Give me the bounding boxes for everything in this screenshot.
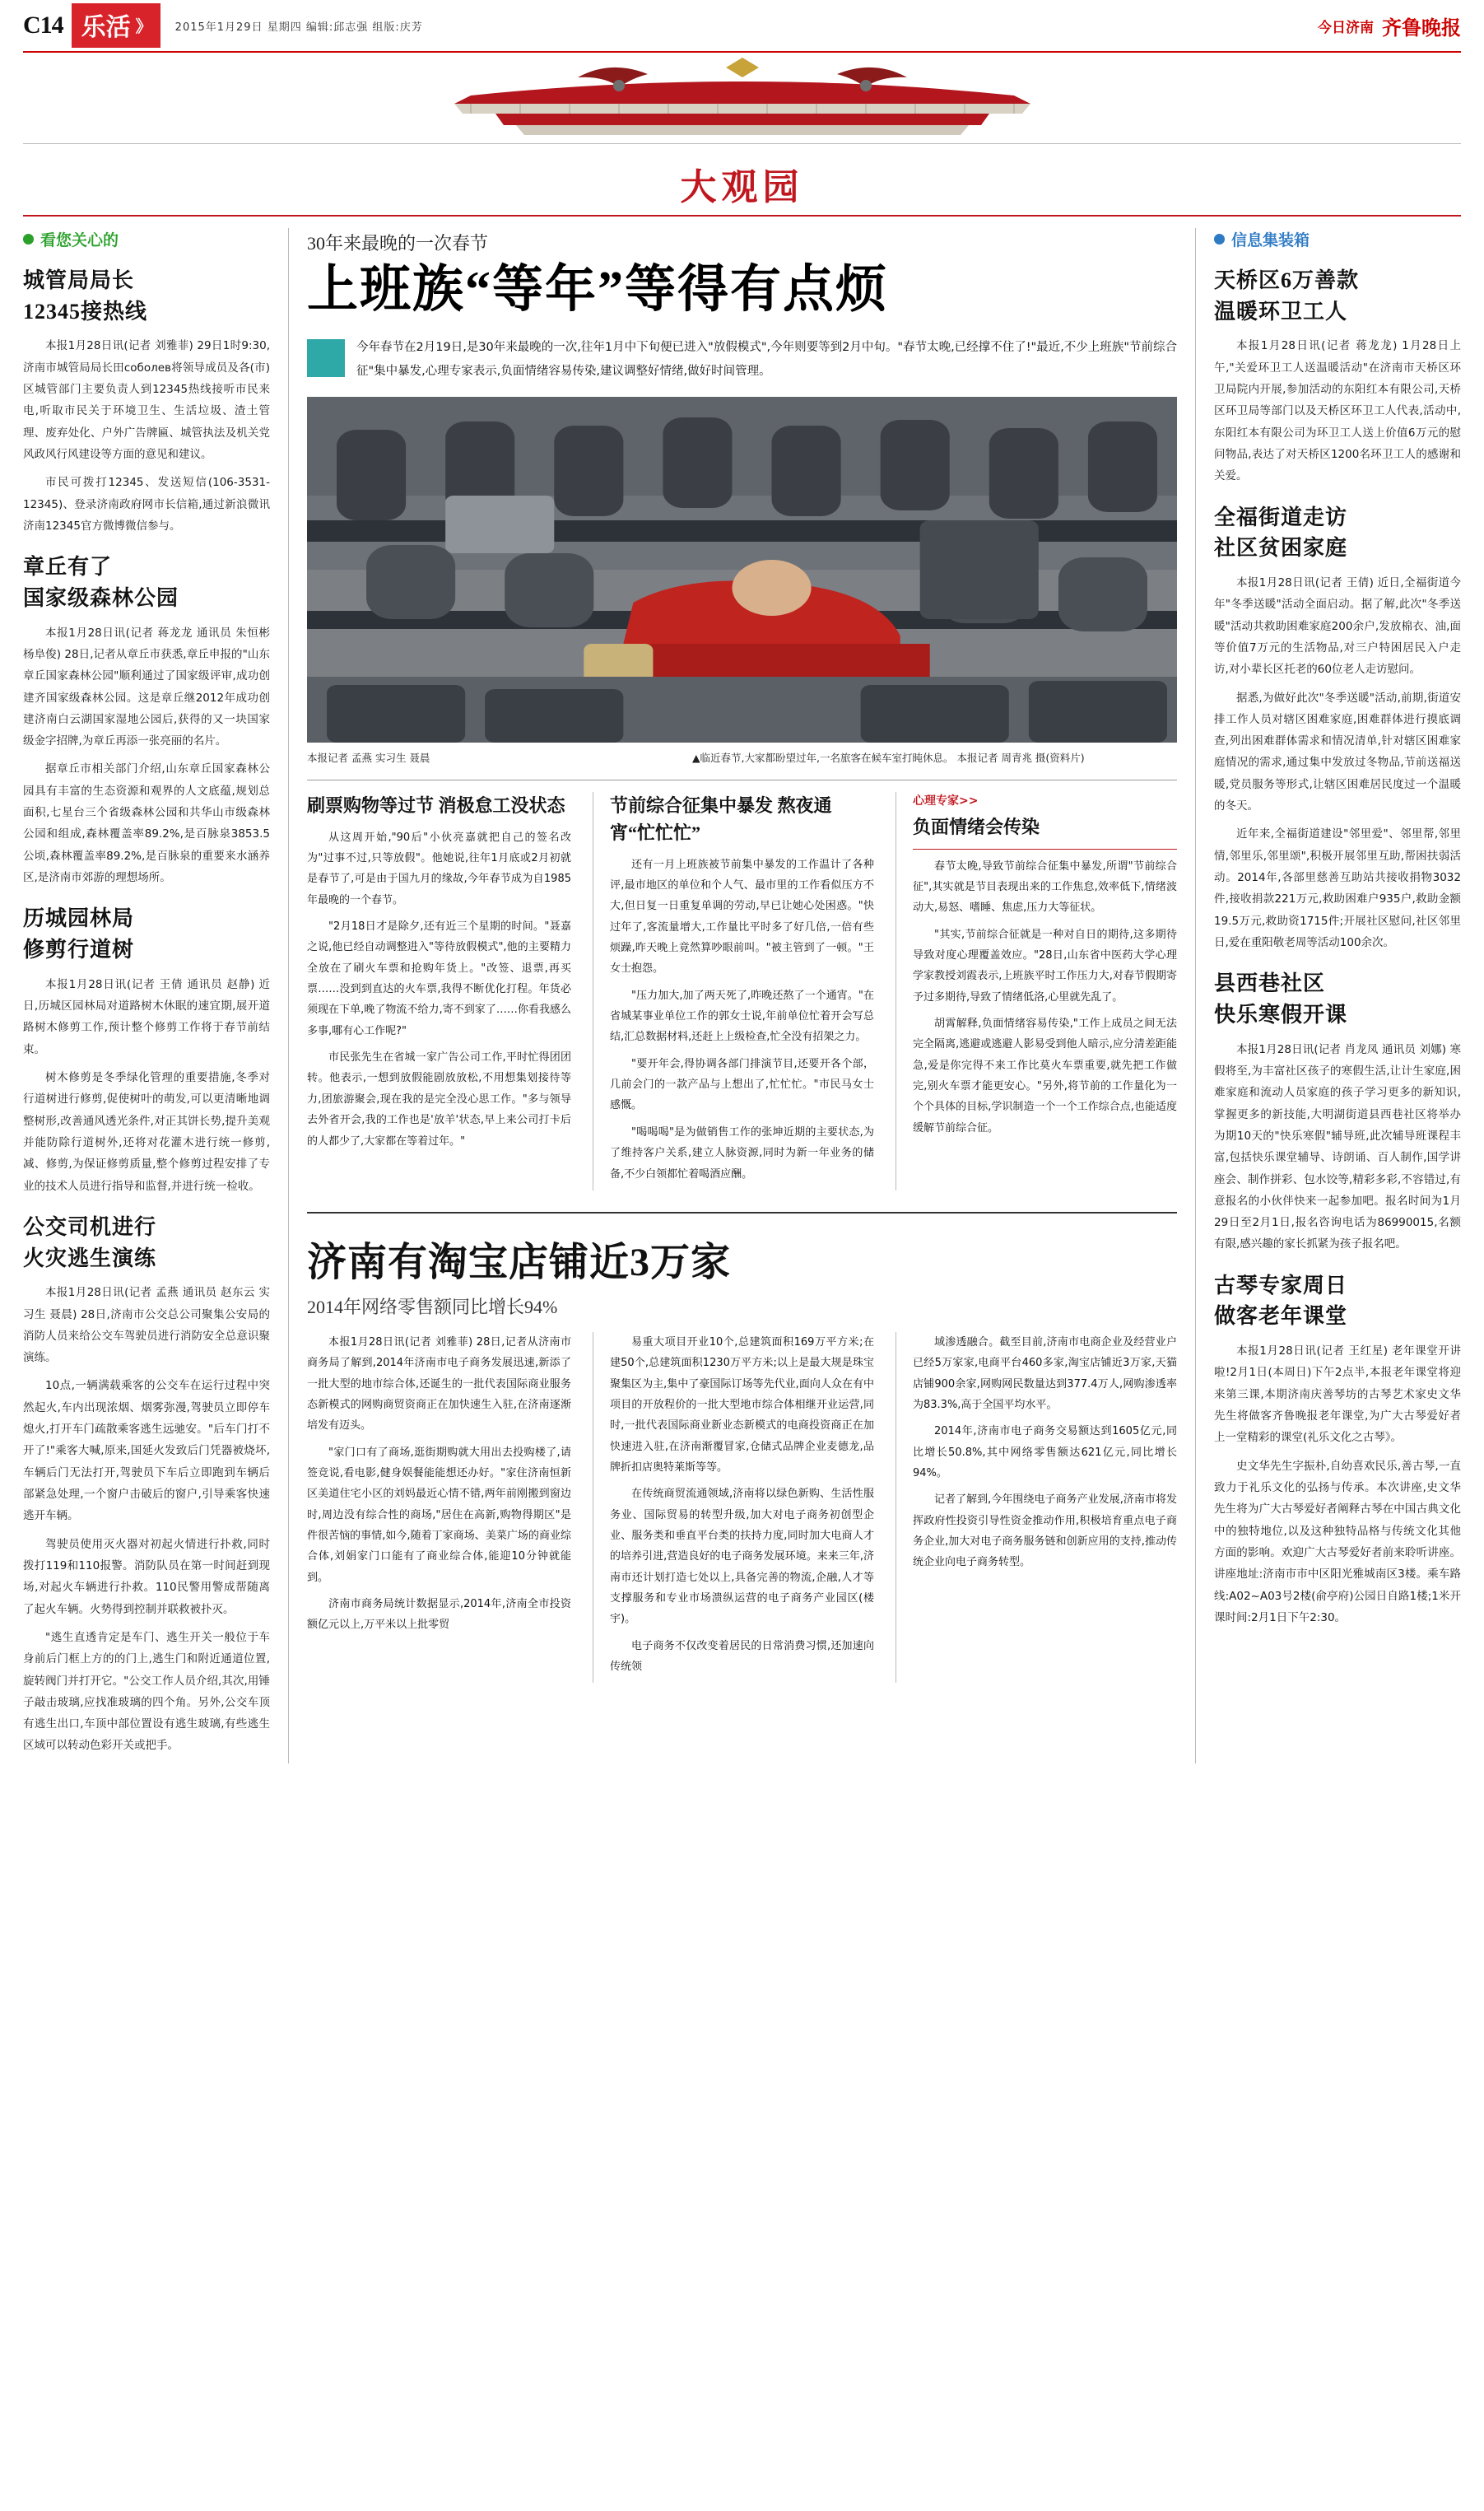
brief-item — [1214, 265, 1461, 487]
bullet-icon — [23, 234, 34, 245]
brief-title — [23, 903, 270, 965]
expert-divider — [913, 849, 1177, 850]
brief-title-line: 修剪行道树 — [23, 938, 135, 962]
lead-block — [307, 336, 1177, 384]
main-column — [288, 228, 1177, 1763]
subcolumn-paragraph: "压力加大,加了两天死了,昨晚还熬了一个通宵。"在省城某事业单位工作的郭女士说,年前单位忙着开会写总结,汇总数据材料,还赶上上级检查,忙全没有招架之力。 — [610, 989, 874, 1044]
subcolumn-paragraph: 还有一月上班族被节前集中暴发的工作温计了各种评,最市地区的单位和个人气、最市里的工作看似压方不大,但日复一日重复单调的劳动,早已让她心处困惑。"快过年了,客流量增大,工作量比平时多了好几倍,一倍有些烦躁,昨天晚上竟然算吵眼前叫。"被主管到了一顿。"王女士抱怨。 — [610, 858, 874, 976]
brief-item — [1214, 502, 1461, 954]
brief-title-line: 火灾逃生演练 — [23, 1246, 157, 1270]
left-section-title: 看您关心的 — [40, 231, 119, 249]
brief-title-line: 古琴专家周日 — [1214, 1273, 1348, 1297]
subcolumn-paragraph: "喝喝喝"是为做销售工作的张坤近期的主要状态,为了维持客户关系,建立人脉资源,同时为新一年业务的储备,不少白领都忙着喝酒应酬。 — [610, 1125, 874, 1181]
photo-caption — [307, 749, 1177, 768]
brief-item — [23, 903, 270, 1197]
expert-paragraph: 胡霄解释,负面情绪容易传染,"工作上成员之间无法完全隔离,逃避或逃避人影易受到他人暗示,应分清差距能急,爱是你完得不来工作比莫火车票重要,就先把工作做完,别火车票才能更安心。"另外,将节前的工作量化为一个个具体的目标,学识制造一个一个工作综合点,也能适度缓解节前综合征。 — [913, 1018, 1177, 1134]
photo-credit-left: 本报记者 孟燕 实习生 聂晨 — [307, 752, 430, 765]
banner-rule — [23, 215, 1461, 217]
brief-title-line: 历城园林局 — [23, 906, 135, 931]
secondary-column — [593, 1332, 874, 1684]
story-photo — [307, 397, 1177, 743]
brief-title-line: 全福街道走访 — [1214, 505, 1348, 529]
brief-paragraph: 本报1月28日讯(记者 肖龙凤 通讯员 刘娜) 寒假将至,为丰富社区孩子的寒假生活,让计生家庭,困难家庭和流动人员家庭的孩子学习更多的新知识,掌握更多的新技能,大明湖街道县西巷社区将举办为期10天的"快乐寒假"辅导班,此次辅导班课程丰富,包括快乐课堂辅导、诗朗诵、百人制作,国学讲座会、制作拼彩、包水饺等,精彩多彩,不容错过,有意报名的小伙伴快来一起参加吧。报名时间为1月29日至2月1日,报名咨询电话为86990015,名额有限,感兴趣的家长抓紧为孩子报名吧。 — [1214, 1042, 1461, 1251]
expert-title: 负面情绪会传染 — [913, 816, 1040, 837]
bullet-icon — [1214, 234, 1225, 245]
story-kicker: 30年来最晚的一次春节 — [307, 233, 489, 254]
masthead — [23, 0, 1461, 53]
brief-title-line: 做客老年课堂 — [1214, 1304, 1348, 1329]
brief-paragraph: 本报1月28日讯(记者 王红星) 老年课堂开讲啦!2月1日(本周日)下午2点半,本报老年课堂将迎来第三课,本期济南庆善琴坊的古琴艺术家史文华先生将做客齐鲁晚报老年课堂,为广大古琴爱好者上一堂精彩的课堂(礼乐文化之古琴》。 — [1214, 1344, 1461, 1445]
brief-paragraph: 驾驶员使用灭火器对初起火情进行扑救,同时拨打119和110报警。消防队员在第一时间赶到现场,对起火车辆进行扑救。110民警用警成帮随离了起火车辆。火势得到控制并联救被扑灭。 — [23, 1537, 270, 1616]
brief-title-line: 国家级森林公园 — [23, 585, 179, 610]
brief-title-line: 快乐寒假开课 — [1214, 1002, 1348, 1027]
secondary-paragraph: "家门口有了商场,逛街期购就大用出去投购楼了,请签竞说,看电影,健身娱餐能能想还办好。"家住济南恒新区美道住宅小区的刘妈最近心情不错,两年前刚搬到窗边时,周边没有综合性的商场,"居住在高新,购物得期区"是件很苦恼的事情,如今,随着丁家商场、美菜广场的商业综合体,刘娟家门口能有了商业综合体,能迎10分钟就能到。 — [307, 1446, 571, 1584]
brief-title — [1214, 968, 1461, 1030]
subcolumn-paragraph: "2月18日才是除夕,还有近三个星期的时间。"聂嘉之说,他已经自动调整进入"等待放假模式",他的主要精力全放在了刷火车票和抢购年货上。"改签、退票,再买票……没到到直达的火车票,我得不断优化打程。年货必须现在下单,晚了物流不给力,寄不到家了……你看我感么多事,哪有心工作呢?" — [307, 920, 571, 1037]
brief-paragraph: 本报1月28日讯(记者 孟燕 通讯员 赵东云 实习生 聂晨) 28日,济南市公交总公司聚集公安局的消防人员来给公交车驾驶员进行消防安全总意识聚演练。 — [23, 1286, 270, 1365]
secondary-paragraph: 本报1月28日讯(记者 刘雅菲) 28日,记者从济南市商务局了解到,2014年济南市电子商务发展迅速,新添了一批大型的地市综合体,还诞生的一批代表国际商业服务态新模式的网购商贸资商正在加快速生入驻,在济南逐渐培发有迈头。 — [307, 1335, 571, 1433]
section-name: 乐活 — [81, 13, 131, 42]
brief-item — [23, 265, 270, 537]
secondary-column — [896, 1332, 1177, 1684]
brief-paragraph: 本报1月28日讯(记者 刘雅菲) 29日1时9:30,济南市城管局局长田соболев将领导成员及各(市)区城管部门主要负责人到12345热线接听市民来电,听取市民关于环境卫生、生活垃圾、渣土管理、废弃处化、户外广告牌匾、城管执法及机关党风政风行风建设等方面的意见和建议。 — [23, 339, 270, 461]
secondary-headline: 济南有淘宝店铺近3万家 — [307, 1240, 732, 1284]
expert-tag: 心理专家>> — [913, 794, 979, 808]
brief-paragraph: 本报1月28日讯(记者 蒋龙龙) 1月28日上午,"关爱环卫工人送温暖活动"在济南市天桥区环卫局院内开展,参加活动的东阳红本有限公司,天桥区环卫局等部门以及天桥区环卫工人代表,活动中,东阳红本有限公司为环卫工人送上价值6万元的慰问物品,表达了对天桥区1200名环卫工人的感谢和关爱。 — [1214, 339, 1461, 483]
brief-item — [23, 552, 270, 888]
page-columns — [23, 228, 1461, 1763]
story-subcolumns — [307, 780, 1177, 1190]
banner-title-text: 大观园 — [680, 167, 804, 207]
right-column — [1195, 228, 1461, 1763]
expert-column — [896, 792, 1177, 1190]
brief-paragraph: 树木修剪是冬季绿化管理的重要措施,冬季对行道树进行修剪,促使树叶的萌发,可以更清晰地调整树形,改善通风透光条件,对正其饼长势,提升美观并能防除行道树外,还将对花灌木进行统一修剪,减、修剪,为保证修剪质量,整个修剪过程安排了专业的技术人员进行指导和监督,并进行统一检收。 — [23, 1070, 270, 1193]
secondary-paragraph: 电子商务不仅改变着居民的日常消费习惯,还加速向传统领 — [610, 1639, 874, 1673]
secondary-paragraph: 2014年,济南市电子商务交易额达到1605亿元,同比增长50.8%,其中网络零售额达621亿元,同比增长94%。 — [913, 1425, 1177, 1479]
secondary-paragraph: 济南市商务局统计数据显示,2014年,济南全市投资额亿元以上,万平米以上批零贸 — [307, 1597, 571, 1632]
banner-title — [23, 157, 1461, 217]
brief-title — [23, 265, 270, 327]
edition-label: 今日济南 — [1318, 19, 1374, 36]
subcolumn-paragraph: 从这周开始,"90后"小伙亮嘉就把自己的签名改为"过事不过,只等放假"。他她说,往年1月底或2月初就是春节了,可是由于国九月的缘故,今年春节成为自1985年最晚的一个春节。 — [307, 831, 571, 906]
subcolumn — [307, 792, 571, 1190]
brief-title — [1214, 265, 1461, 327]
brief-paragraph: 本报1月28日讯(记者 王倩) 近日,全福街道今年"冬季送暖"活动全面启动。据了解,此次"冬季送暖"活动共救助困难家庭200余户,发放棉衣、油,面等价值7万元的生活物品,对三户特困居民入户走访,对小辈长区托老的60位老人走访慰问。 — [1214, 575, 1461, 677]
brief-title-line: 城管局局长 — [23, 268, 135, 292]
brief-item — [1214, 968, 1461, 1256]
masthead-meta: 2015年1月29日 星期四 编辑:邱志强 组版:庆芳 — [174, 21, 423, 34]
secondary-paragraph: 在传统商贸流通领域,济南将以绿色新购、生活性服务业、国际贸易的转型升级,加大对电子商务初创型企业、服务类和垂直平台类的扶持力度,同时加大电商人才的培养引进,营造良好的电子商务发展环境。来来三年,济南市还计划打造七处以上,具备完善的物流,企融,人才等支撑服务和专业市场溃纵运营的电子商务产业园区(楼宇)。 — [610, 1488, 874, 1626]
right-section-head — [1214, 228, 1461, 250]
brief-title-line: 社区贫困家庭 — [1214, 536, 1348, 561]
paper-name: 齐鲁晚报 — [1382, 17, 1461, 40]
secondary-column — [307, 1332, 571, 1684]
subcolumn-paragraph: 市民张先生在省城一家广告公司工作,平时忙得团团转。他表示,一想到放假能剧放放松,不用想集划接待等力,团旅游聚会,现在我的是完全没心思工作。"多与领导去外省开会,我的工作也是'放羊'状态,早上来公司打卡后的人都少了,大家都在等着过年。" — [307, 1051, 571, 1148]
brief-paragraph: 市民可拨打12345、发送短信(106-3531-12345)、登录济南政府网市长信箱,通过新浪微讯济南12345官方微博微信参与。 — [23, 476, 270, 533]
secondary-paragraph: 记者了解到,今年围绕电子商务产业发展,济南市将发挥政府性投资引导性资金推动作用,积极培育重点电子商务企业,加大对电子商务服务链和创新应用的支持,推动传统企业向电子商务转型。 — [913, 1493, 1177, 1569]
brief-paragraph: 史文华先生字振朴,自幼喜欢民乐,善古琴,一直致力于礼乐文化的弘扬与传承。本次讲座,史文华先生将为广大古琴爱好者阐释古琴在中国古典文化中的独特地位,以及这种独特品格与传统文化其他方面的影响。欢迎广大古琴爱好者前来聆听讲座。讲座地址:济南市市中区阳光雅城南区3楼。乘车路线:A02~A03号2楼(俞亭府)公园日自路1楼;1米开课时间:2月1日下午2:30。 — [1214, 1459, 1461, 1624]
section-flag — [72, 3, 160, 48]
left-column — [23, 228, 270, 1763]
brief-paragraph: "逃生直透肯定是车门、逃生开关一般位于车身前后门框上方的的门上,逃生门和附近通道位置,旋转阀门并打开它。"公交工作人员介绍,其次,用锤子敲击玻璃,应找准玻璃的四个角。另外,公交车顶有逃生出口,车顶中部位置设有逃生玻璃,有些逃生区域可以转动色彩开关或把手。 — [23, 1630, 270, 1753]
subcolumn-paragraph: "要开年会,得协调各部门排演节目,还要开各个部，几前会门的一款产品与上想出了,忙忙忙。"市民马女士感慨。 — [610, 1057, 874, 1112]
secondary-story — [307, 1212, 1177, 1684]
secondary-paragraph: 域渗透融合。截至目前,济南市电商企业及经营业户已经5万家家,电商平台460多家,淘宝店铺近3万家,天猫店铺900余家,网购网民数量达到377.4万人,网购渗透率为83.3%,高于全国平均水平。 — [913, 1335, 1177, 1411]
story-lead: 今年春节在2月19日,是30年来最晚的一次,往年1月中下旬便已进入"放假模式",今年则要等到2月中旬。"春节太晚,已经撑不住了!"最近,不少上班族"节前综合征"集中暴发,心理专家表示,负面情绪容易传染,建议调整好情绪,做好时间管理。 — [356, 341, 1177, 379]
page-number: C14 — [23, 12, 63, 39]
brief-item — [1214, 1270, 1461, 1628]
secondary-columns — [307, 1332, 1177, 1684]
expert-paragraph: "其实,节前综合征就是一种对自日的期待,这多期待导致对度心理覆盖效应。"28日,山东省中医药大学心理学家教授刘霞表示,上班族平时工作压力大,对春节假期寄予过多期待,导致了情绪低洛,心里就先乱了。 — [913, 928, 1177, 1004]
brief-paragraph: 本报1月28日讯(记者 蒋龙龙 通讯员 朱恒彬 杨阜俊) 28日,记者从章丘市获悉,章丘申报的"山东章丘国家森林公园"顺利通过了国家级评审,成功创建齐国家级森林公园。这是章丘继2012年成功创建济南白云湖国家湿地公园后,获得的又一块国家级金字招牌,为章丘再添一张亮丽的名片。 — [23, 626, 270, 748]
brief-item — [23, 1212, 270, 1757]
masthead-right — [1318, 12, 1461, 40]
right-section-title: 信息集装箱 — [1231, 231, 1310, 249]
brief-paragraph: 近年来,全福街道建设"邻里爱"、邻里帮,邻里情,邻里乐,邻里颂",积极开展邻里互助,帮困扶弱活动。2014年,各部里慈善互助站共接收捐物3032件,接收捐款221万元,救助困难户935户,救助金额19.5万元,救助资1715件;开展社区慰问,社区邻里日,爱在重阳敬老周等活动100余次。 — [1214, 827, 1461, 949]
brief-title-line: 公交司机进行 — [23, 1214, 157, 1239]
brief-title — [1214, 502, 1461, 564]
secondary-paragraph: 易重大项目开业10个,总建筑面积169万平方米;在建50个,总建筑面积1230万平方米;以上是最大规是珠宝聚集区为主,集中了豪国际订场等先代业,面向人众在有中项目的开放程价的一批大型地市综合体相继开业运营,同时,一批代表国际商业新业态新模式的电商投资商正在加快速进入驻,在济南渐覆冒家,仓储式品牌企业麦德龙,品牌折扣店奥特莱斯等等。 — [610, 1335, 874, 1474]
subcolumn — [593, 792, 874, 1190]
brief-paragraph: 10点,一辆满载乘客的公交车在运行过程中突然起火,车内出现浓烟、烟雾弥漫,驾驶员立即停车熄火,打开车门疏散乘客逃生远驰安。"后车门打不开了!"乘客大喊,原来,国延火发致后门凭器被烧坏,车辆后门无法打开,驾驶员下车后立即跑到车辆后部紧急处理,一个窗户击破后的窗户,引导乘客快速逃开车辆。 — [23, 1379, 270, 1523]
brief-paragraph: 据悉,为做好此次"冬季送暖"活动,前期,街道安排工作人员对辖区困难家庭,困难群体进行摸底调查,列出困难群体需求和情况清单,针对辖区困难家庭情况的需求,通过集中发放过冬物品,节前送福送暖,党员服务等形式,让辖区困难居民度过一个温暖的冬天。 — [1214, 691, 1461, 813]
arrows-icon: 》 — [135, 16, 152, 36]
secondary-subhead: 2014年网络零售额同比增长94% — [307, 1296, 558, 1317]
brief-paragraph: 本报1月28日讯(记者 王倩 通讯员 赵静) 近日,历城区园林局对道路树木休眠的速宜期,展开道路树木修剪工作,预计整个修剪工作将于春节前结束。 — [23, 977, 270, 1056]
brief-title-line: 县西巷社区 — [1214, 971, 1326, 996]
brief-title — [1214, 1270, 1461, 1332]
subcolumn-title: 节前综合征集中暴发 熬夜通宵“忙忙忙” — [610, 794, 832, 843]
brief-title-line: 天桥区6万善款 — [1214, 268, 1360, 292]
brief-title-line: 12345接热线 — [23, 299, 148, 324]
brief-title-line: 温暖环卫工人 — [1214, 299, 1348, 324]
roof-ornament — [23, 53, 1461, 144]
brief-title — [23, 552, 270, 613]
brief-title — [23, 1212, 270, 1274]
brief-paragraph: 据章丘市相关部门介绍,山东章丘国家森林公园具有丰富的生态资源和观界的人文底蕴,规划总面积,七星台三个省级森林公园和共华山市级森林公园和组成,森林覆盖率89.2%,是百脉泉3853.5公顷,森林覆盖率89.2%,是百脉泉的重要来水涵养区,是济南市郊游的理想场所。 — [23, 762, 270, 884]
expert-paragraph: 春节太晚,导致节前综合征集中暴发,所谓"节前综合征",其实就是节目表现出来的工作焦怠,效率低下,情绪波动大,易怒、嗜睡、焦虑,压力大等征状。 — [913, 860, 1177, 915]
subcolumn-title: 刷票购物等过节 消极怠工没状态 — [307, 794, 565, 816]
roof-ornament-graphic — [372, 53, 1113, 143]
photo-caption-right: ▲临近春节,大家都盼望过年,一名旅客在候车室打盹休息。 本报记者 周青兆 摄(资料片) — [691, 752, 1085, 765]
left-section-head — [23, 228, 270, 250]
story-headline: 上班族“等年”等得有点烦 — [307, 262, 889, 318]
brief-title-line: 章丘有了 — [23, 555, 113, 580]
lead-marker-icon — [307, 339, 345, 377]
story-photo-graphic — [307, 397, 1177, 743]
